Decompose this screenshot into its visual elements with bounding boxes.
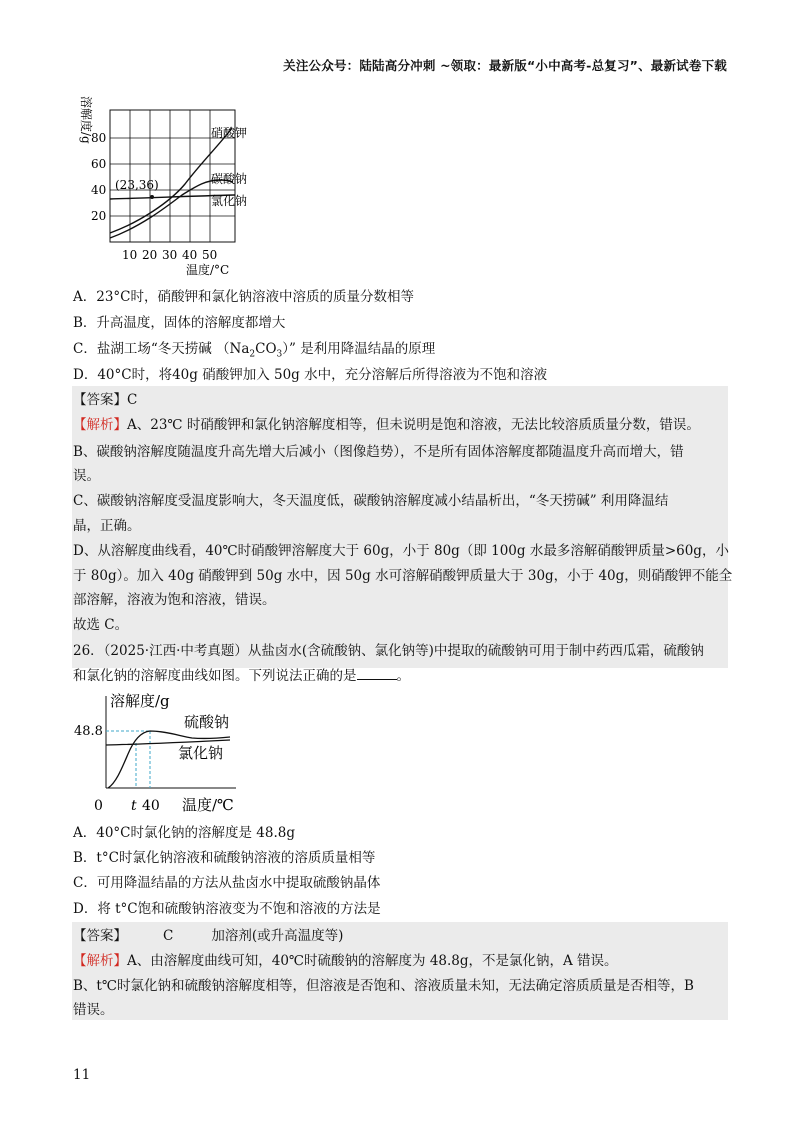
q25-analysis-line: C、碳酸钠溶解度受温度影响大，冬天温度低，碳酸钠溶解度减小结晶析出，“冬天捞碱” 利用降温结 [73,493,669,509]
q25-option-b: B．升高温度，固体的溶解度都增大 [73,315,286,331]
analysis-text: A、23℃ 时硝酸钾和氯化钠溶解度相等，但未说明是饱和溶液，无法比较溶质质量分数，错误。 [127,417,700,433]
chart1-xtick: 10 [122,248,138,262]
chart2-xtick: t [131,798,137,814]
q25-analysis-line: B、碳酸钠溶解度随温度升高先增大后减小（图像趋势），不是所有固体溶解度都随温度升高而增大，错 [73,444,684,460]
q25-option-c-text: ）” 是利用降温结晶的原理 [282,341,436,357]
q26-option-d: D．将 t°C饱和硫酸钠溶液变为不饱和溶液的方法是 [73,901,381,917]
q26-stem-line2 [73,666,410,686]
page-header: 关注公众号：陆陆高分冲刺 ~领取：最新版“小中高考-总复习”、最新试卷下载 [283,58,727,73]
chart2-xlabel: 温度/℃ [182,796,234,814]
series-label-potassium-nitrate: 硝酸钾 [211,126,248,140]
q26-analysis-line: B、t℃时氯化钠和硫酸钠溶解度相等，但溶液是否饱和、溶液质量未知，无法确定溶质质量是否相等，B [73,978,694,994]
chart2-ytick: 48.8 [74,724,103,739]
q25-option-d: D．40°C时，将40g 硝酸钾加入 50g 水中，充分溶解后所得溶液为不饱和溶液 [73,367,548,383]
chart1-xtick: 50 [202,248,218,262]
intersection-point [150,195,154,199]
subscript: 3 [276,349,283,360]
q26-option-a: A．40°C时氯化钠的溶解度是 48.8g [73,825,295,841]
answer-tag: 【答案】 [73,928,127,944]
series-label-sodium-chloride: 氯化钠 [211,194,248,208]
q26-answer [73,926,343,946]
q25-analysis-line [73,415,700,435]
series-label-sodium-chloride-2: 氯化钠 [178,744,224,762]
q25-analysis-line: 故选 C。 [73,617,129,633]
answer-1: C [163,928,174,944]
q26-option-c: C．可用降温结晶的方法从盐卤水中提取硫酸钠晶体 [73,875,381,891]
subscript: 2 [249,349,256,360]
q26-option-b: B．t°C时氯化钠溶液和硫酸钠溶液的溶质质量相等 [73,850,376,866]
chart1-xlabel: 温度/°C [186,263,230,277]
q25-analysis-line: D、从溶解度曲线看，40℃时硝酸钾溶解度大于 60g，小于 80g（即 100g 水最多溶解硝酸钾质量>60g，小 [73,543,729,559]
q25-analysis-line: 于 80g）。加入 40g 硝酸钾到 50g 水中，因 50g 水可溶解硝酸钾质量大于 30g，小于 40g，则硝酸钾不能全 [73,568,733,584]
q25-option-c-text: C．盐湖工场“冬天捞碱 （Na [73,341,250,357]
q26-stem-end: 。 [396,668,410,684]
q25-option-c-text: CO [255,341,277,357]
solubility-chart-1 [70,92,260,278]
q25-analysis-line: 部溶解，溶液为饱和溶液，错误。 [73,592,276,608]
series-label-sodium-sulfate: 硫酸钠 [184,713,230,731]
chart1-ytick: 60 [91,157,107,171]
series-label-sodium-carbonate: 碳酸钠 [211,172,248,186]
q26-analysis-line [73,951,618,971]
chart1-xtick: 20 [142,248,158,262]
solubility-chart-2 [70,688,270,816]
q26-stem-line1: 26．（2025·江西·中考真题）从盐卤水(含硫酸钠、氯化钠等)中提取的硫酸钠可用于制中药西瓜霜，硫酸钠 [73,643,704,659]
analysis-tag: 【解析】 [73,417,127,433]
chart1-ytick: 80 [91,131,107,145]
q26-analysis-line: 错误。 [73,1002,114,1018]
chart2-xtick: 0 [94,798,103,814]
intersection-label: (23,36) [115,178,159,192]
q26-stem-text: 和氯化钠的溶解度曲线如图。下列说法正确的是 [73,668,357,684]
chart2-ylabel: 溶解度/g [110,692,170,710]
q25-answer: 【答案】C [73,392,138,408]
q25-option-a: A．23°C时，硝酸钾和氯化钠溶液中溶质的质量分数相等 [73,289,415,305]
q25-analysis-line: 误。 [73,468,100,484]
chart1-xtick: 30 [162,248,178,262]
chart1-ytick: 20 [91,209,107,223]
chart1-ylabel: 溶解度/g [79,96,93,144]
analysis-text: A、由溶解度曲线可知，40℃时硫酸钠的溶解度为 48.8g，不是氯化钠，A 错误。 [127,953,618,969]
chart1-xtick: 40 [182,248,198,262]
chart2-xtick: 40 [142,798,160,814]
page-number: 11 [73,1067,91,1083]
answer-blank [357,667,397,680]
answer-2: 加溶剂(或升高温度等) [211,928,344,944]
analysis-tag: 【解析】 [73,953,127,969]
q25-analysis-line: 晶，正确。 [73,518,141,534]
q25-option-c [73,339,435,365]
chart1-ytick: 40 [91,183,107,197]
